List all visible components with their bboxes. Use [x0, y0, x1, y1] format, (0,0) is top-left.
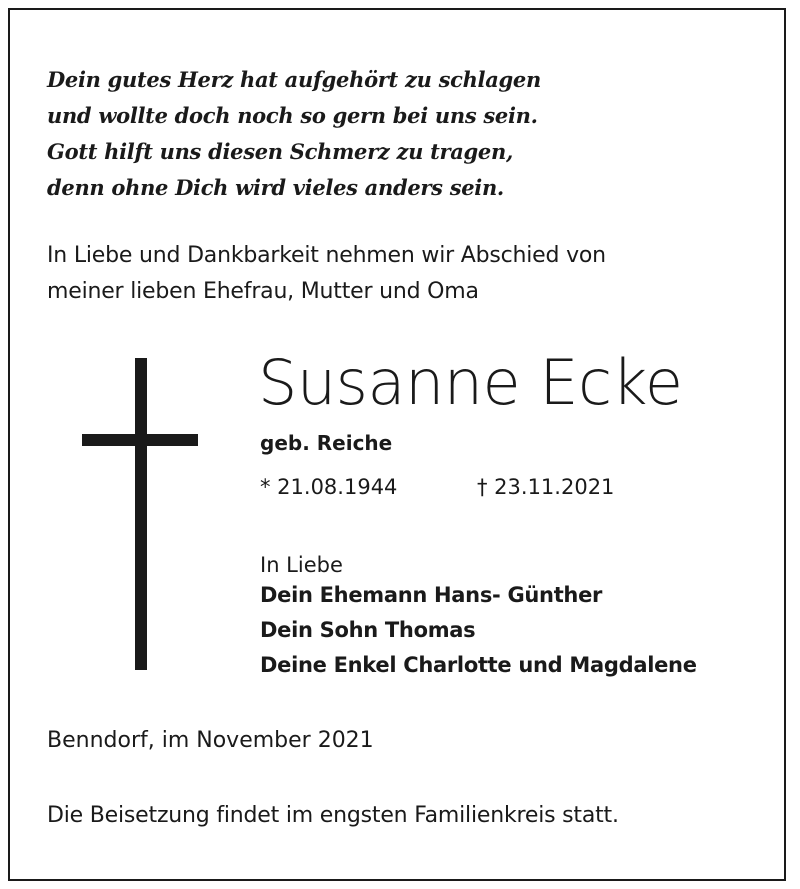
place-date: Benndorf, im November 2021: [47, 728, 374, 753]
mourner-entry: Dein Sohn Thomas: [260, 618, 476, 642]
mourners-intro: In Liebe: [260, 553, 343, 577]
birth-date: * 21.08.1944: [260, 475, 398, 499]
poem-line: und wollte doch noch so gern bei uns sein.: [47, 103, 538, 128]
funeral-note: Die Beisetzung findet im engsten Familienkreis statt.: [47, 803, 619, 828]
poem-line: Dein gutes Herz hat aufgehört zu schlagen: [47, 67, 541, 92]
poem-line: Gott hilft uns diesen Schmerz zu tragen,: [47, 139, 513, 164]
intro-line: In Liebe und Dankbarkeit nehmen wir Abschied von: [47, 243, 606, 268]
intro-line: meiner lieben Ehefrau, Mutter und Oma: [47, 279, 479, 304]
poem: [47, 62, 541, 206]
deceased-name: Susanne Ecke: [258, 346, 683, 419]
mourner-entry: Dein Ehemann Hans- Günther: [260, 583, 603, 607]
latin-cross-icon: [80, 358, 200, 670]
poem-line: denn ohne Dich wird vieles anders sein.: [47, 175, 504, 200]
mourner-entry: Deine Enkel Charlotte und Magdalene: [260, 653, 697, 677]
maiden-name: geb. Reiche: [260, 431, 393, 455]
mourners-list: [260, 578, 697, 683]
intro-text: [47, 238, 606, 310]
death-date: † 23.11.2021: [477, 475, 615, 499]
